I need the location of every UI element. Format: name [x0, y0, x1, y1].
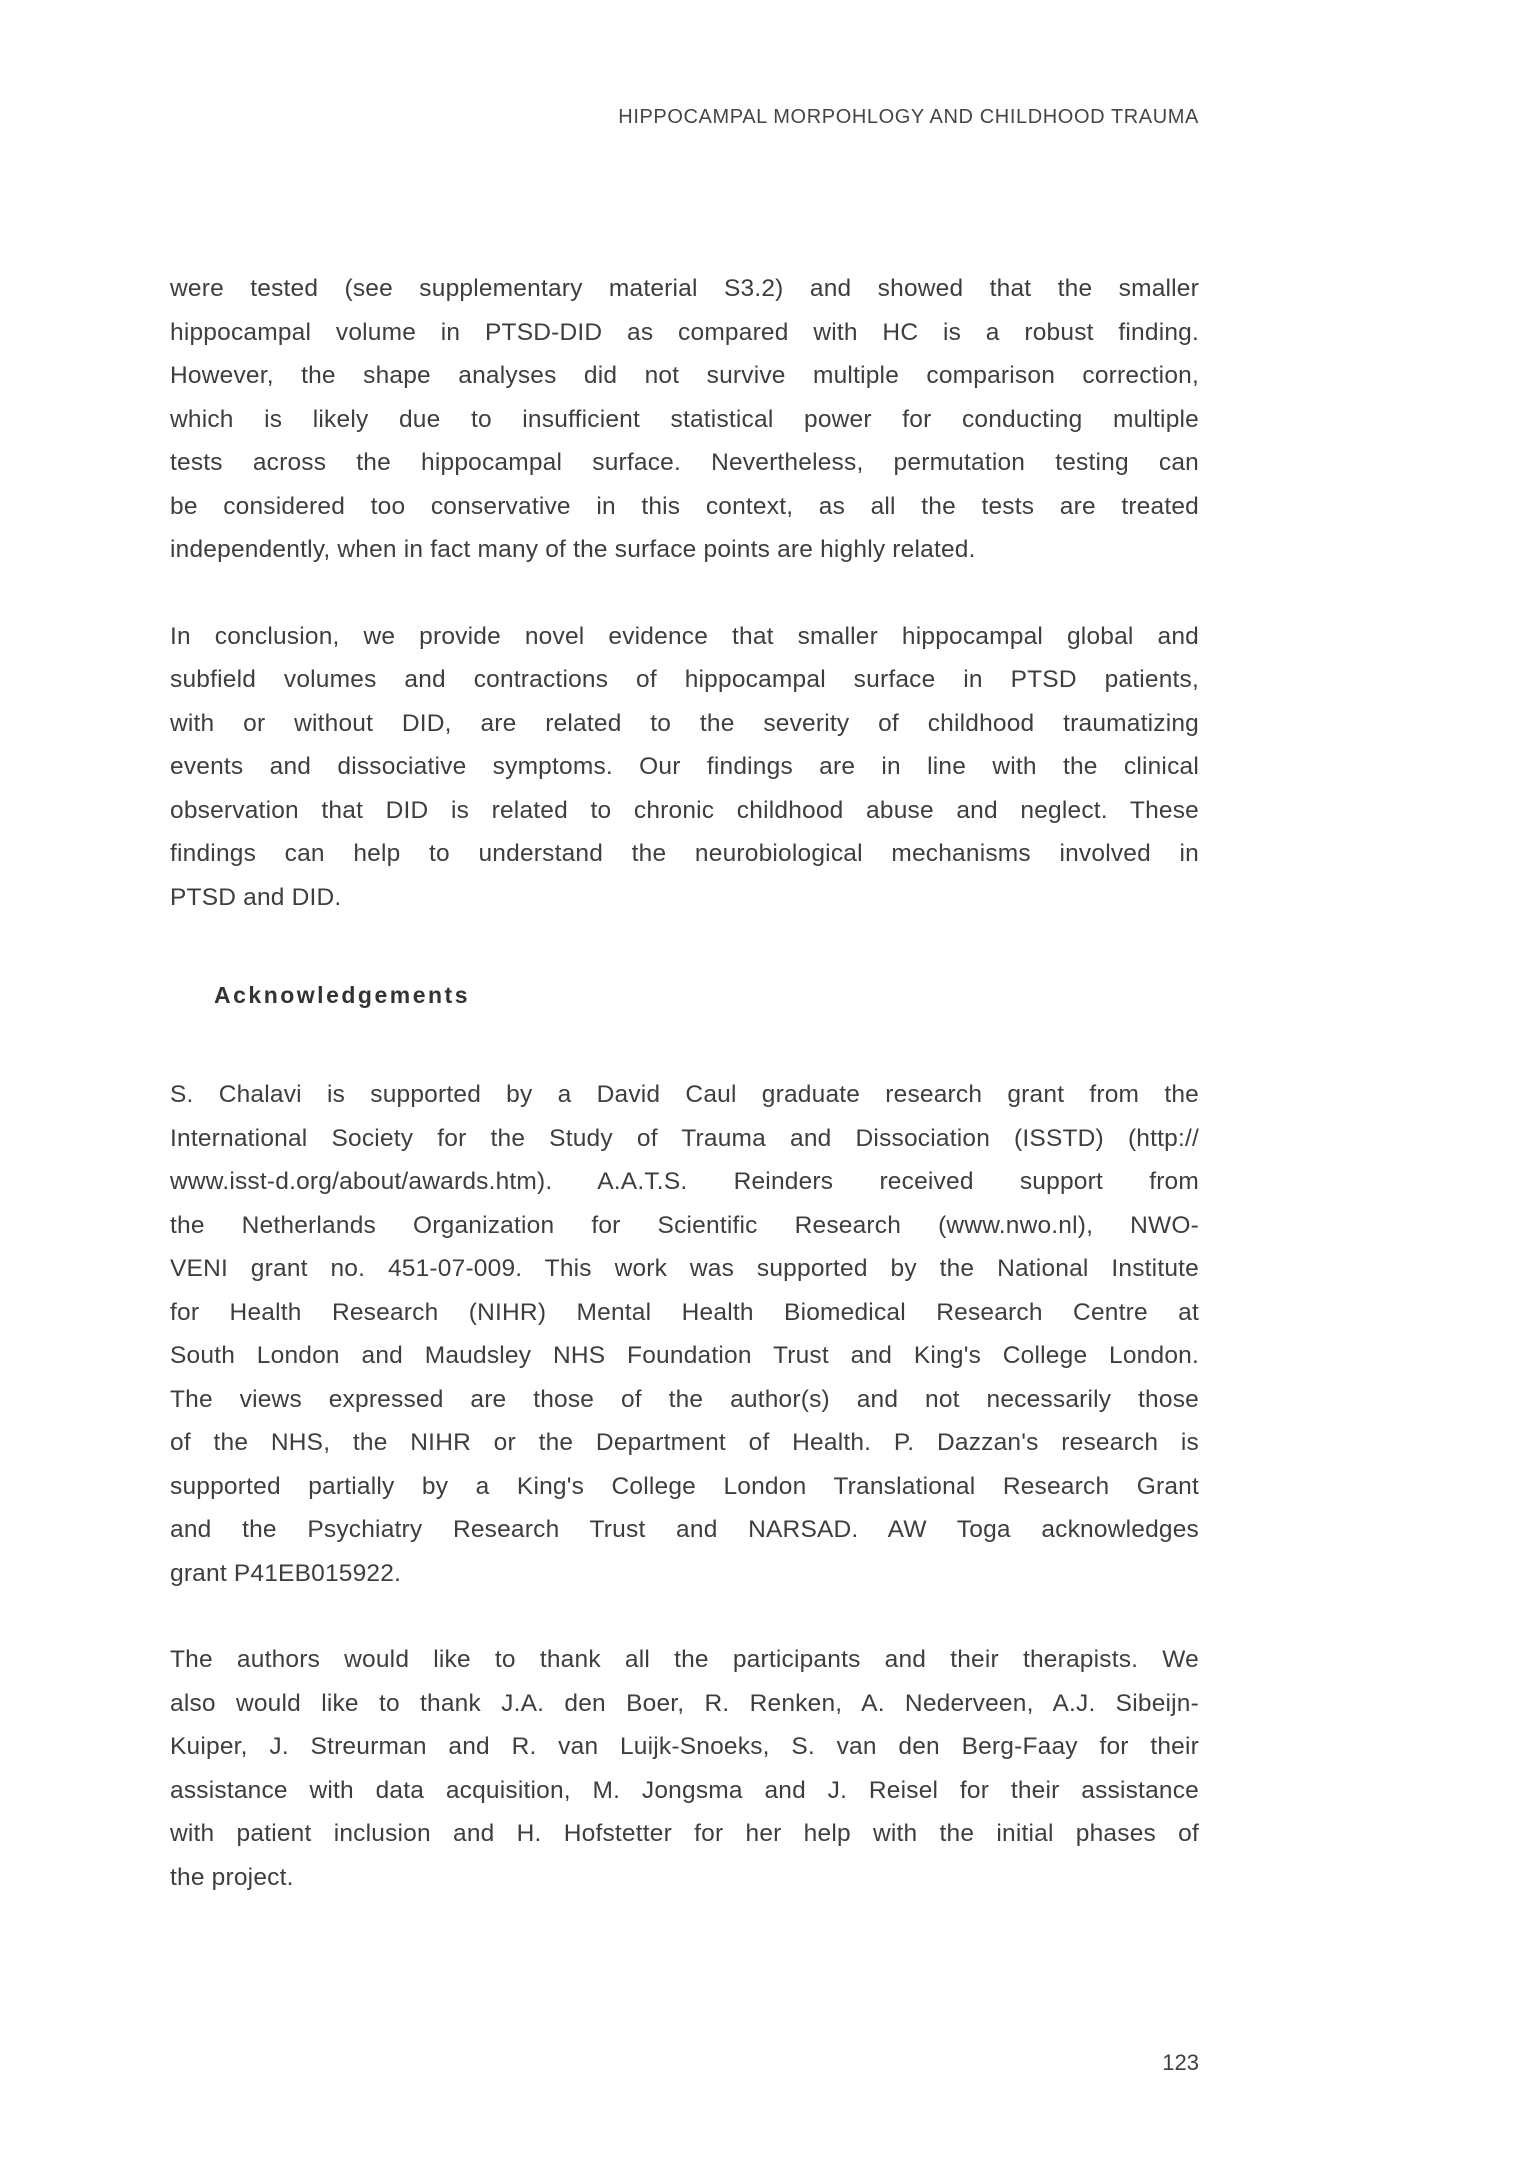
- paragraph-funding-acknowledgements: [170, 1073, 1199, 1595]
- running-header: HIPPOCAMPAL MORPOHLOGY AND CHILDHOOD TRAUMA: [618, 106, 1199, 128]
- text-line: In conclusion, we provide novel evidence that smaller hippocampal global and: [170, 622, 1199, 650]
- page-number: 123: [1162, 2050, 1199, 2075]
- text-line: with patient inclusion and H. Hofstetter for her help with the initial phases of: [170, 1820, 1199, 1847]
- text-line: were tested (see supplementary material S3.2) and showed that the smaller: [170, 275, 1199, 302]
- text-line: www.isst-d.org/about/awards.htm). A.A.T.S. Reinders received support from: [170, 1168, 1199, 1195]
- text-line: tests across the hippocampal surface. Nevertheless, permutation testing can: [170, 449, 1199, 476]
- text-line: assistance with data acquisition, M. Jongsma and J. Reisel for their assistance: [170, 1776, 1199, 1804]
- text-line: The views expressed are those of the author(s) and not necessarily those: [170, 1385, 1199, 1413]
- text-line: However, the shape analyses did not survive multiple comparison correction,: [170, 362, 1199, 389]
- paragraph-thanks-acknowledgements: [170, 1638, 1199, 1899]
- text-line: the project.: [170, 1863, 294, 1891]
- text-line: for Health Research (NIHR) Mental Health Biomedical Research Centre at: [170, 1298, 1199, 1326]
- text-line: grant P41EB015922.: [170, 1559, 402, 1587]
- text-line: Kuiper, J. Streurman and R. van Luijk-Snoeks, S. van den Berg-Faay for their: [170, 1733, 1199, 1760]
- text-line: International Society for the Study of Trauma and Dissociation (ISSTD) (http://: [170, 1124, 1199, 1152]
- page-body: [170, 267, 1199, 1942]
- text-line: VENI grant no. 451-07-009. This work was supported by the National Institute: [170, 1255, 1199, 1282]
- acknowledgements-heading: Acknowledgements: [214, 982, 470, 1008]
- text-line: PTSD and DID.: [170, 883, 342, 911]
- text-line: The authors would like to thank all the participants and their therapists. We: [170, 1646, 1199, 1673]
- text-line: which is likely due to insufficient statistical power for conducting multiple: [170, 405, 1199, 433]
- text-line: supported partially by a King's College London Translational Research Grant: [170, 1472, 1199, 1500]
- text-line: events and dissociative symptoms. Our findings are in line with the clinical: [170, 753, 1199, 780]
- paragraph-robustness-discussion: [170, 267, 1199, 572]
- text-line: subfield volumes and contractions of hippocampal surface in PTSD patients,: [170, 666, 1199, 693]
- text-line: the Netherlands Organization for Scientific Research (www.nwo.nl), NWO-: [170, 1211, 1199, 1239]
- text-line: of the NHS, the NIHR or the Department of Health. P. Dazzan's research is: [170, 1429, 1199, 1456]
- text-line: with or without DID, are related to the severity of childhood traumatizing: [170, 709, 1199, 737]
- paragraph-conclusion: [170, 615, 1199, 920]
- text-line: and the Psychiatry Research Trust and NARSAD. AW Toga acknowledges: [170, 1516, 1199, 1543]
- text-line: S. Chalavi is supported by a David Caul graduate research grant from the: [170, 1081, 1199, 1108]
- text-line: hippocampal volume in PTSD-DID as compared with HC is a robust finding.: [170, 318, 1199, 346]
- text-line: South London and Maudsley NHS Foundation Trust and King's College London.: [170, 1342, 1199, 1369]
- text-line: observation that DID is related to chronic childhood abuse and neglect. These: [170, 796, 1199, 824]
- text-line: be considered too conservative in this context, as all the tests are treated: [170, 492, 1199, 520]
- text-line: findings can help to understand the neurobiological mechanisms involved in: [170, 840, 1199, 867]
- text-line: also would like to thank J.A. den Boer, R. Renken, A. Nederveen, A.J. Sibeijn-: [170, 1689, 1199, 1717]
- text-line: independently, when in fact many of the surface points are highly related.: [170, 536, 976, 563]
